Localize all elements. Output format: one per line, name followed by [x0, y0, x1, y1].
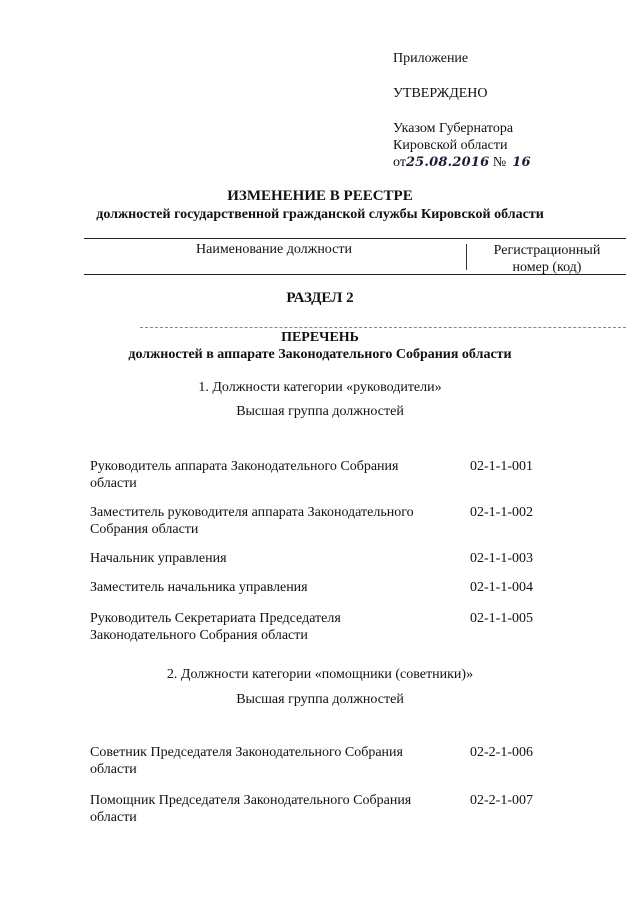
appendix-label: Приложение [393, 51, 469, 66]
position-name-line1: Руководитель Секретариата Председателя [90, 611, 341, 626]
position-name-line2: области [90, 762, 137, 777]
decree-line-1: Указом Губернатора [393, 121, 514, 136]
position-code: 02-1-1-002 [470, 505, 533, 520]
list-title: ПЕРЕЧЕНЬ [281, 330, 359, 345]
list-subtitle: должностей в аппарате Законодательного Собрания области [128, 347, 512, 362]
column-header-code-line1: Регистрационный [493, 243, 601, 258]
position-name [90, 610, 455, 644]
number-prefix: № [492, 155, 507, 170]
section-divider [140, 327, 626, 328]
position-code: 02-1-1-003 [470, 551, 533, 566]
category-group: Высшая группа должностей [236, 404, 404, 419]
document-subtitle: должностей государственной гражданской службы Кировской области [96, 207, 544, 222]
position-code: 02-2-1-006 [470, 745, 533, 760]
category-title: 2. Должности категории «помощники (советники)» [166, 667, 474, 682]
position-name-line1: Руководитель аппарата Законодательного Собрания [90, 459, 399, 474]
column-separator [466, 244, 467, 270]
handwritten-date: 25.08.2016 [405, 155, 490, 170]
column-header-name: Наименование должности [196, 242, 352, 257]
position-code: 02-1-1-005 [470, 611, 533, 626]
position-code: 02-2-1-007 [470, 793, 533, 808]
position-name [90, 744, 455, 778]
position-name [90, 792, 455, 826]
column-header-code-line2: номер (код) [512, 260, 582, 275]
position-name-line2: области [90, 476, 137, 491]
position-code: 02-1-1-004 [470, 580, 533, 595]
position-name-line1: Помощник Председателя Законодательного Собрания [90, 793, 412, 808]
document-title: ИЗМЕНЕНИЕ В РЕЕСТРЕ [227, 188, 413, 204]
position-name-line2: области [90, 810, 137, 825]
position-name-line2: Законодательного Собрания области [90, 628, 308, 643]
decree-date-line [393, 154, 623, 171]
position-name [90, 579, 455, 596]
category-title: 1. Должности категории «руководители» [198, 380, 442, 395]
table-header-bottom-rule [84, 274, 626, 275]
column-header-code [468, 242, 626, 276]
position-name [90, 458, 455, 492]
position-code: 02-1-1-001 [470, 459, 533, 474]
decree-line-2: Кировской области [393, 138, 508, 153]
approved-label: УТВЕРЖДЕНО [393, 86, 488, 101]
category-group: Высшая группа должностей [236, 692, 404, 707]
position-name-line1: Начальник управления [90, 551, 227, 566]
position-name-line1: Заместитель руководителя аппарата Законодательного [90, 505, 414, 520]
position-name [90, 550, 455, 567]
approval-block [393, 50, 623, 171]
position-name [90, 504, 455, 538]
position-name-line2: Собрания области [90, 522, 199, 537]
position-name-line1: Заместитель начальника управления [90, 580, 308, 595]
table-header [84, 238, 626, 274]
position-name-line1: Советник Председателя Законодательного Собрания [90, 745, 403, 760]
date-prefix: от [393, 155, 406, 170]
section-title: РАЗДЕЛ 2 [286, 290, 354, 306]
handwritten-number: 16 [512, 155, 531, 170]
